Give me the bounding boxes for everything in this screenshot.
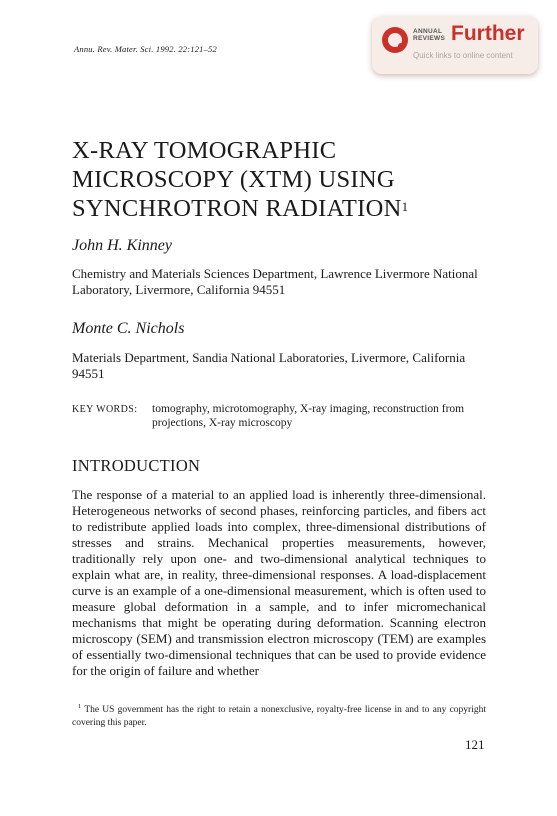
author-affiliation: Materials Department, Sandia National Laboratories, Livermore, California 94551 bbox=[72, 350, 466, 381]
footnote: $^1$ The US government has the right to retain a nonexclusive, royalty-free license in and to any copyright covering this paper. bbox=[72, 703, 486, 729]
article-title: X-RAY TOMOGRAPHIC MICROSCOPY (XTM) USING SYNCHROTRON RADIATION$^1$ bbox=[72, 137, 409, 222]
key-words-label: KEY WORDS: bbox=[72, 404, 138, 415]
author-name: John H. Kinney bbox=[72, 237, 172, 254]
key-words: tomography, microtomography, X-ray imaging, reconstruction from projections, X-ray microscopy bbox=[152, 403, 465, 429]
further-annual-reviews-badge[interactable] bbox=[372, 16, 538, 74]
page-number: 121 bbox=[465, 737, 485, 752]
footnote-mark: 1 bbox=[78, 703, 82, 710]
title-footnote-mark: 1 bbox=[401, 199, 409, 214]
annual-reviews-wordmark: ANNUAL REVIEWS bbox=[413, 28, 446, 42]
section-heading: INTRODUCTION bbox=[72, 456, 201, 475]
author-affiliation: Chemistry and Materials Sciences Department, Lawrence Livermore National Laboratory, Livermore, California 94551 bbox=[72, 266, 478, 297]
author-name: Monte C. Nichols bbox=[72, 320, 185, 337]
further-label: Further bbox=[451, 22, 525, 45]
journal-reference: Annu. Rev. Mater. Sci. 1992. 22:121–52 bbox=[74, 44, 217, 54]
body-paragraph: The response of a material to an applied load is inherently three-dimensional. Heterogeneous networks of second phases, reinforcing particles, and fibers act to redistribute applied loads into complex, three-dimensional distributions of stresses and strains. Mechanical properties measurements, however, traditionally rely upon one- and two-dimensional analytical techniques to explain what are, in reality, three-dimensional responses. A load-displacement curve is an example of a one-dimensional measurement, which is often used to measure global deformation in a sample, and to infer micromechanical mechanisms that might be operating during deformation. Scanning electron microscopy (SEM) and transmission electron microscopy (TEM) are examples of essentially two-dimensional techniques that can be used to provide evidence for the origin of failure and whether bbox=[72, 487, 486, 678]
further-subtext: Quick links to online content bbox=[413, 51, 513, 60]
annual-reviews-logo-icon bbox=[382, 27, 408, 53]
